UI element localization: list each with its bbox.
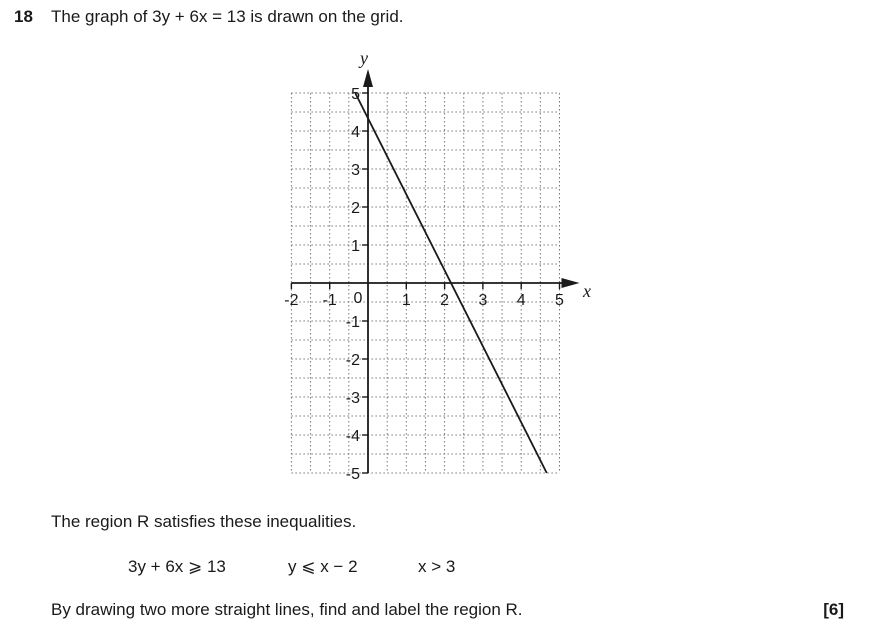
y-tick-label: 2 — [351, 200, 360, 217]
y-tick-label: -5 — [345, 466, 360, 483]
y-axis-arrow — [363, 69, 373, 87]
y-tick-label: 5 — [351, 86, 360, 103]
y-tick-label: 3 — [351, 162, 360, 179]
x-tick-label: -2 — [284, 292, 299, 309]
marks-label: [6] — [823, 600, 844, 619]
inequality-3: x > 3 — [418, 557, 456, 576]
x-tick-label: 5 — [555, 292, 564, 309]
x-axis-arrow — [562, 278, 580, 288]
inequality-1: 3y + 6x ⩾ 13 — [128, 557, 226, 576]
question-number: 18 — [14, 7, 33, 26]
y-tick-label: -2 — [345, 352, 360, 369]
x-tick-label: 2 — [440, 292, 450, 309]
x-tick-label: -1 — [322, 292, 337, 309]
question-text: The graph of 3y + 6x = 13 is drawn on the grid. — [51, 7, 404, 26]
x-tick-label: 4 — [516, 292, 526, 309]
y-tick-label: -3 — [345, 390, 360, 407]
x-tick-label: 1 — [401, 292, 411, 309]
x-axis-label: x — [583, 281, 591, 301]
instruction-text: By drawing two more straight lines, find and label the region R. — [51, 600, 523, 619]
y-tick-label: 1 — [351, 238, 360, 255]
y-tick-label: -4 — [345, 428, 360, 445]
region-description: The region R satisfies these inequalities. — [51, 512, 357, 531]
x-tick-label: 3 — [478, 292, 488, 309]
y-tick-label: -1 — [345, 314, 360, 331]
origin-label: 0 — [353, 290, 363, 307]
y-tick-label: 4 — [351, 124, 360, 141]
y-axis-label: y — [360, 48, 368, 68]
inequality-2: y ⩽ x − 2 — [288, 557, 358, 576]
